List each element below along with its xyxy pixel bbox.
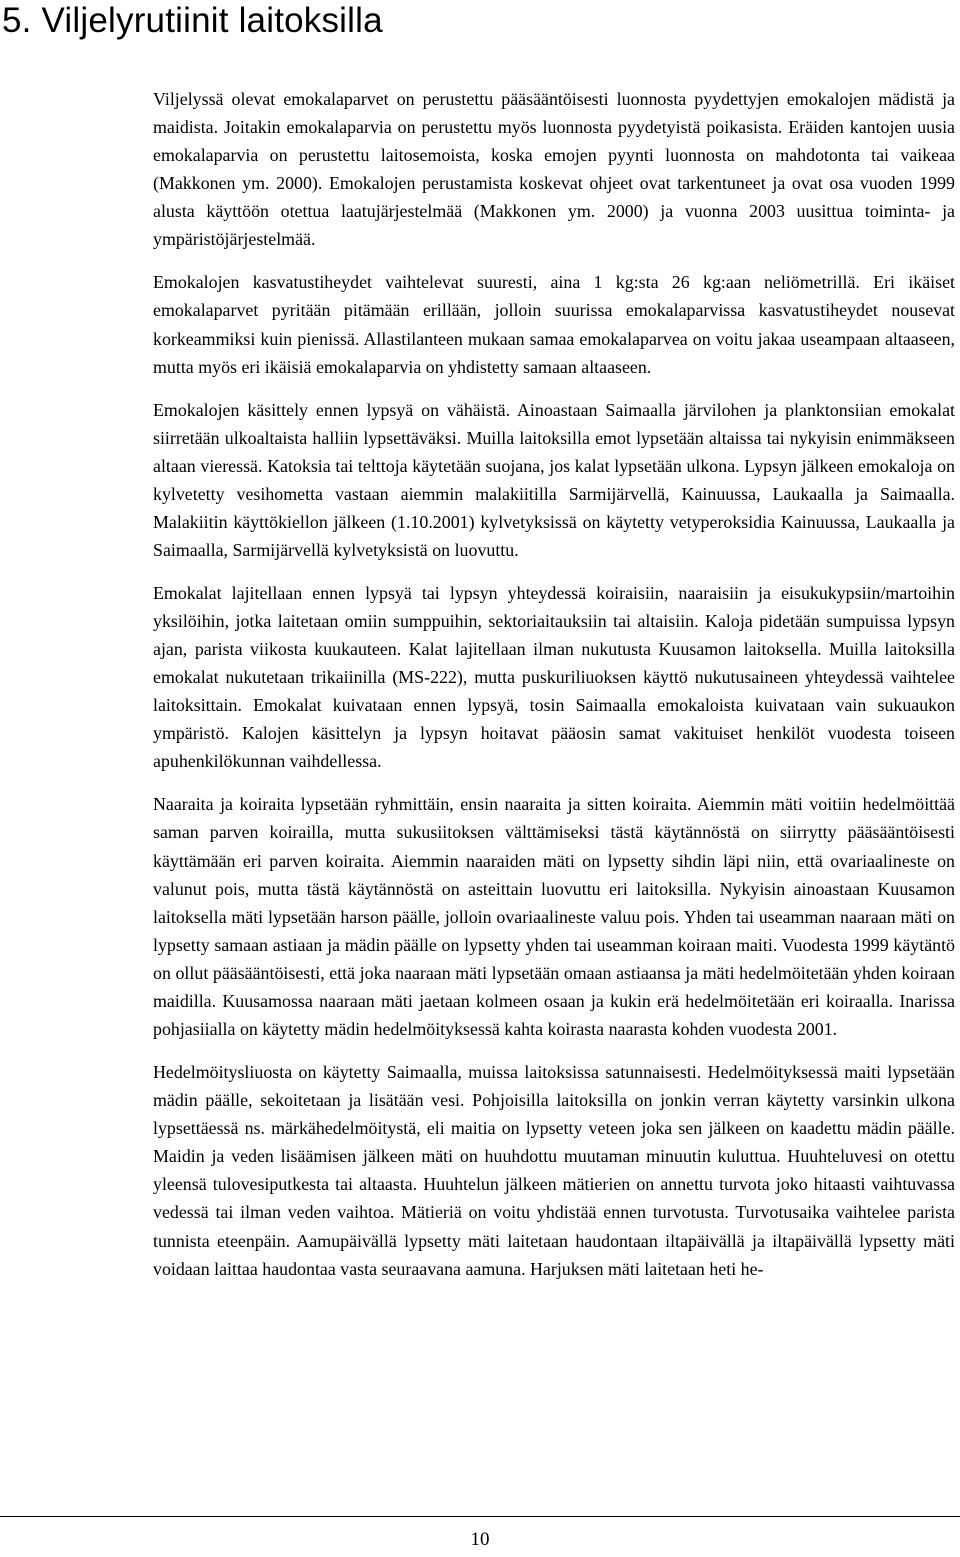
paragraph: Naaraita ja koiraita lypsetään ryhmittäin, ensin naaraita ja sitten koiraita. Aiemmin mäti voitiin hedelmöittää saman parven koirailla, mutta sukusiitoksen välttämiseksi tästä käytännöstä on siirrytty pääsääntöisesti käyttämään eri parven koiraita. Aiemmin naaraiden mäti on lypsetty sihdin läpi niin, että ovariaalineste on valunut pois, mutta tästä käytännöstä on asteittain luovuttu eri laitoksilla. Nykyisin ainoastaan Kuusamon laitoksella mäti lypsetään harson päälle, jolloin ovariaalineste valuu pois. Yhden tai useamman naaraan mäti on lypsetty samaan astiaan ja mädin päälle on lypsetty yhden tai useamman koiraan maiti. Vuodesta 1999 käytäntö on ollut pääsääntöisesti, että joka naaraan mäti lypsetään omaan astiaansa ja mäti hedelmöitetään yhden koiraan maidilla. Kuusamossa naaraan mäti jaetaan kolmeen osaan ja kukin erä hedelmöitetään eri koiraalla. Inarissa pohjasiialla on käytetty mädin hedelmöityksessä kahta koirasta naarasta kohden vuodesta 2001. (153, 794, 955, 1040)
section-heading: 5. Viljelyrutiinit laitoksilla (2, 1, 383, 40)
footer-divider (0, 1516, 960, 1517)
paragraph: Emokalat lajitellaan ennen lypsyä tai lypsyn yhteydessä koiraisiin, naaraisiin ja eisukukypsiin/martoihin yksilöihin, jotka laitetaan omiin sumppuihin, sektoriaitauksiin tai altaisiin. Kaloja pidetään sumpuissa lypsyn ajan, parista viikosta kuukauteen. Kalat lajitellaan ilman nukutusta Kuusamon laitoksella. Muilla laitoksilla emokalat nukutetaan trikaiinilla (MS-222), mutta puskuriliuoksen käyttö nukutusaineen yhteydessä vaihtelee laitoksittain. Emokalat kuivataan ennen lypsyä, tosin Saimaalla emokaloista kuivataan vain sukuaukon ympäristö. Kalojen käsittelyn ja lypsyn hoitavat pääosin samat vakituiset henkilöt vuodesta toiseen apuhenkilökunnan vaihdellessa. (153, 582, 955, 772)
paragraph: Emokalojen käsittely ennen lypsyä on vähäistä. Ainoastaan Saimaalla järvilohen ja planktonsiian emokalat siirretään ulkoaltaista halliin lypsettäväksi. Muilla laitoksilla emot lypsetään altaissa tai nykyisin enimmäkseen altaan vieressä. Katoksia tai telttoja käytetään suojana, jos kalat lypsetään ulkona. Lypsyn jälkeen emokaloja on kylvetetty vesihometta vastaan aiemmin malakiitilla Sarmijärvellä, Kainuussa, Laukaalla ja Saimaalla. Malakiitin käyttökiellon jälkeen (1.10.2001) kylvetyksissä on käytetty vetyperoksidia Kainuussa, Laukaalla ja Saimaalla, Sarmijärvellä kylvetyksistä on luovuttu. (153, 399, 955, 560)
paragraph: Viljelyssä olevat emokalaparvet on perustettu pääsääntöisesti luonnosta pyydettyjen emokalojen mädistä ja maidista. Joitakin emokalaparvia on perustettu myös luonnosta pyydetyistä poikasista. Eräiden kantojen uusia emokalaparvia on perustettu laitosemoista, koska emojen pyynti luonnosta on mahdotonta tai vaikeaa (Makkonen ym. 2000). Emokalojen perustamista koskevat ohjeet ovat tarkentuneet ja ovat osa vuoden 1999 alusta käyttöön otettua laatujärjestelmää (Makkonen ym. 2000) ja vuonna 2003 uusittua toiminta- ja ympäristöjärjestelmää. (153, 89, 955, 250)
paragraph: Hedelmöitysliuosta on käytetty Saimaalla, muissa laitoksissa satunnaisesti. Hedelmöityksessä maiti lypsetään mädin päälle, sekoitetaan ja lisätään vesi. Pohjoisilla laitoksilla on jonkin verran käytetty varsinkin ulkona lypsettäessä ns. märkähedelmöitystä, eli maitia on lypsetty veteen joka sen jälkeen on kaadettu mädin päälle. Maidin ja veden lisäämisen jälkeen mäti on huuhdottu muutaman minuutin kuluttua. Huuhteluvesi on otettu yleensä tulovesiputkesta tai altaasta. Huuhtelun jälkeen mätierien on annettu turvota joko hitaasti vaihtuvassa vedessä tai ilman veden vaihtoa. Mätieriä on voitu yhdistää ennen turvotusta. Turvotusaika vaihtelee parista tunnista eteenpäin. Aamupäivällä lypsetty mäti laitetaan haudontaan iltapäivällä ja iltapäivällä lypsetty mäti voidaan laittaa haudontaa vasta seuraavana aamuna. Harjuksen mäti laitetaan heti he- (153, 1061, 955, 1279)
page-number: 10 (470, 1529, 490, 1550)
body-text (153, 85, 955, 1298)
paragraph: Emokalojen kasvatustiheydet vaihtelevat suuresti, aina 1 kg:sta 26 kg:aan neliömetrillä. Eri ikäiset emokalaparvet pyritään pitämään erillään, jolloin suurissa emokalaparvissa kasvatustiheydet nousevat korkeammiksi kuin pienissä. Allastilanteen mukaan samaa emokalaparvea on voitu jakaa useampaan altaaseen, mutta myös eri ikäisiä emokalaparvia on yhdistetty samaan altaaseen. (153, 272, 955, 377)
